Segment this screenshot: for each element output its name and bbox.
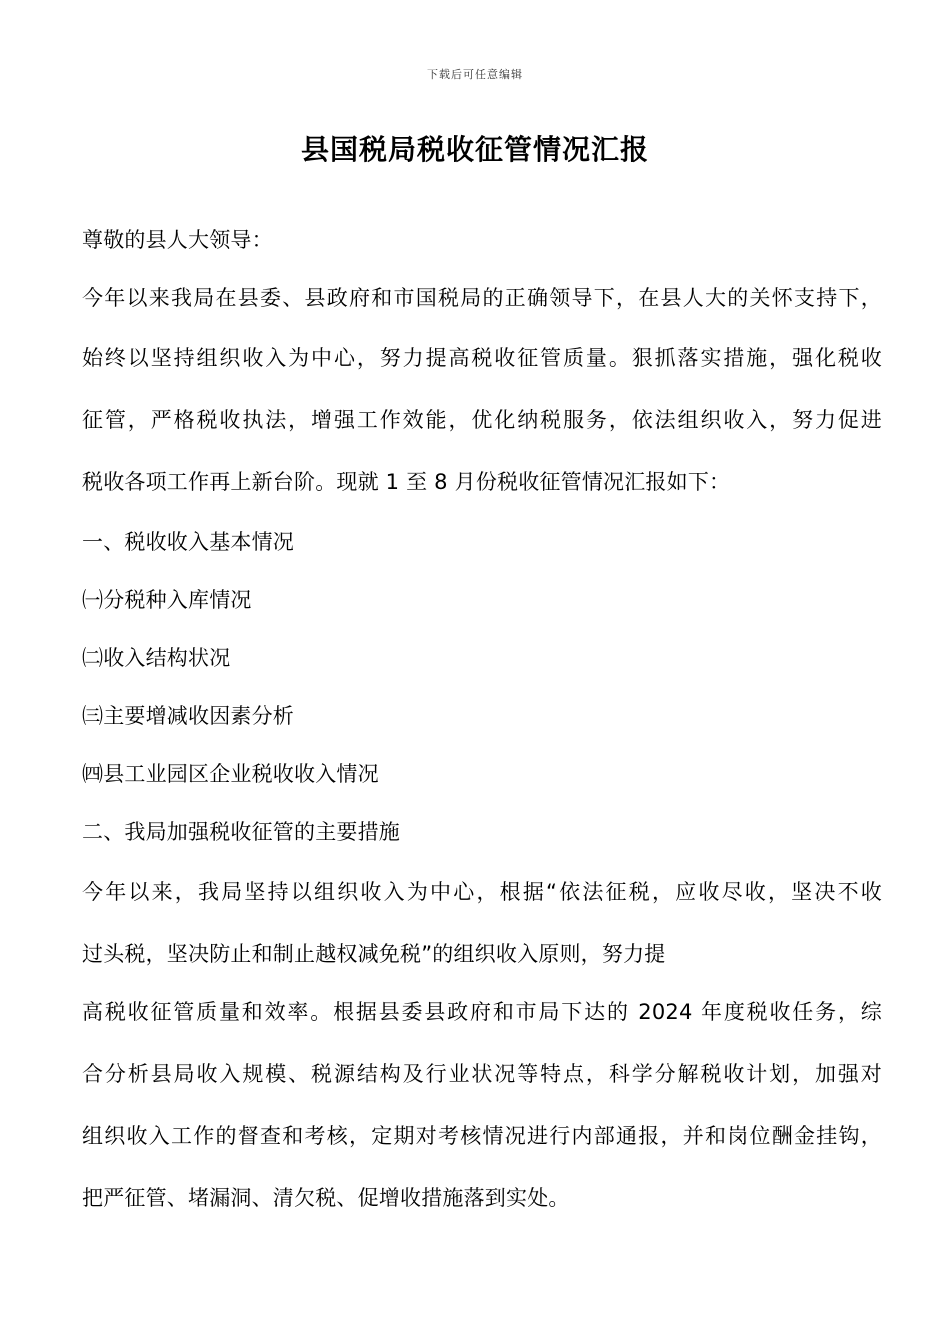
paragraph-line: 税收各项工作再上新台阶。现就 1 至 8 月份税收征管情况汇报如下： (82, 470, 731, 494)
section-heading: 二、我局加强税收征管的主要措施 (82, 820, 400, 844)
paragraph-line: 今年以来我局在县委、县政府和市国税局的正确领导下，在县人大的关怀支持下， (82, 286, 882, 310)
paragraph-line: 组织收入工作的督查和考核，定期对考核情况进行内部通报，并和岗位酬金挂钩， (82, 1124, 882, 1148)
section-heading: 一、税收收入基本情况 (82, 530, 294, 554)
subsection-heading: ㈡收入结构状况 (82, 646, 231, 670)
subsection-heading: ㈣县工业园区企业税收收入情况 (82, 762, 379, 786)
subsection-heading: ㈠分税种入库情况 (82, 588, 252, 612)
paragraph-line: 征管，严格税收执法，增强工作效能，优化纳税服务，依法组织收入，努力促进 (82, 408, 882, 432)
paragraph-line: 今年以来，我局坚持以组织收入为中心，根据“依法征税，应收尽收，坚决不收 (82, 880, 882, 904)
paragraph-line: 把严征管、堵漏洞、清欠税、促增收措施落到实处。 (82, 1186, 570, 1210)
subsection-heading: ㈢主要增减收因素分析 (82, 704, 294, 728)
header-note: 下载后可任意编辑 (427, 68, 523, 81)
paragraph-line: 高税收征管质量和效率。根据县委县政府和市局下达的 2024 年度税收任务，综 (82, 1000, 882, 1024)
salutation: 尊敬的县人大领导： (82, 228, 273, 252)
document-title: 县国税局税收征管情况汇报 (300, 133, 649, 166)
paragraph-line: 合分析县局收入规模、税源结构及行业状况等特点，科学分解税收计划，加强对 (82, 1062, 882, 1086)
paragraph-line: 始终以坚持组织收入为中心，努力提高税收征管质量。狠抓落实措施，强化税收 (82, 346, 882, 370)
paragraph-line: 过头税，坚决防止和制止越权减免税”的组织收入原则，努力提 (82, 942, 666, 966)
